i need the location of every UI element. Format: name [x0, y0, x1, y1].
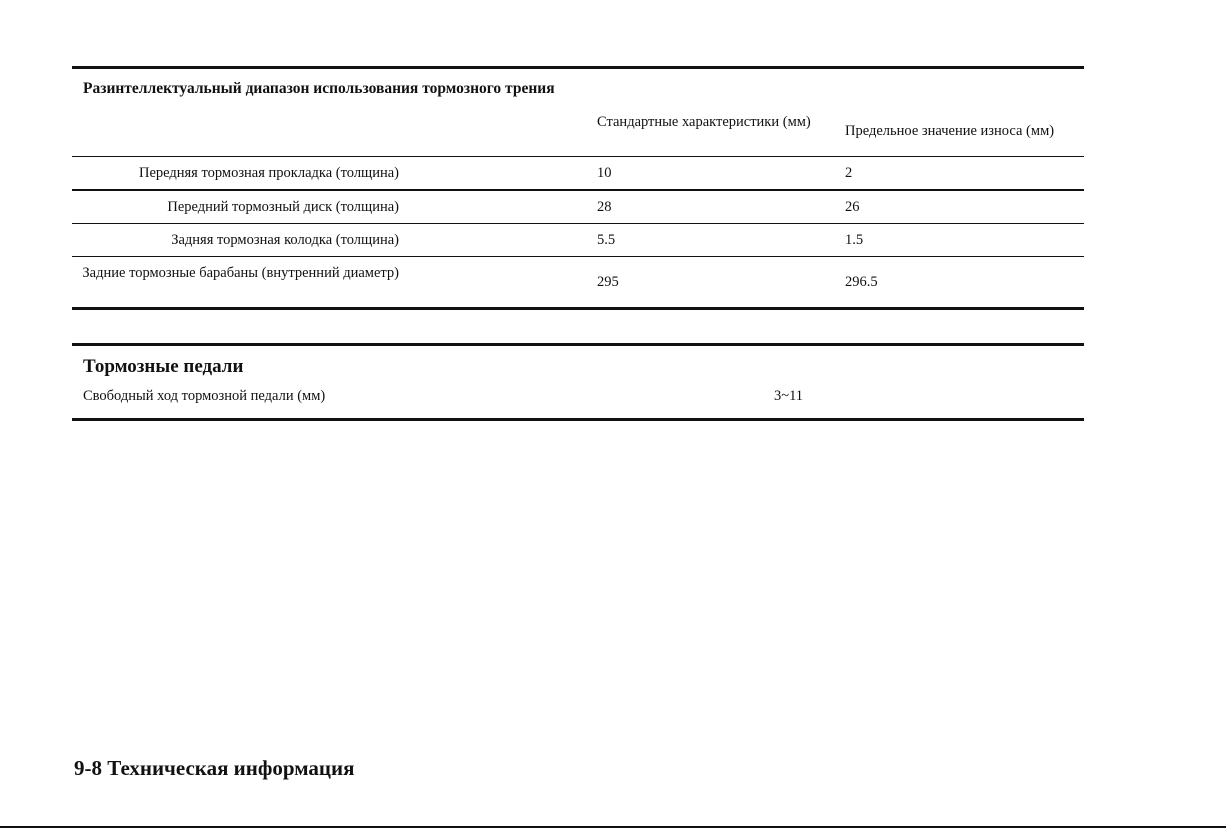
- table-row: [72, 157, 1084, 189]
- table-bottom-rule: [72, 418, 1084, 421]
- section-title: Тормозные педали: [83, 356, 244, 377]
- table-row: [72, 257, 1084, 307]
- limit-cell: 1.5: [845, 232, 864, 248]
- table-row: [72, 224, 1084, 256]
- standard-cell: 28: [597, 199, 612, 215]
- value-cell: 3~11: [774, 388, 804, 404]
- table-row: [72, 384, 1084, 418]
- limit-cell: 2: [845, 165, 853, 181]
- header-standard: Стандартные характеристики (мм): [597, 114, 811, 130]
- table-bottom-rule: [72, 307, 1084, 310]
- page-bottom-rule: [0, 826, 1226, 828]
- table-row: [72, 191, 1084, 223]
- limit-cell: 296.5: [845, 274, 878, 290]
- param-cell: Задние тормозные барабаны (внутренний диаметр): [82, 265, 399, 281]
- table-title: Разинтеллектуальный диапазон использования тормозного трения: [83, 80, 555, 97]
- param-cell: Передний тормозный диск (толщина): [167, 199, 399, 215]
- limit-cell: 26: [845, 199, 860, 215]
- table-header-row: [72, 109, 1084, 156]
- param-cell: Свободный ход тормозной педали (мм): [83, 388, 326, 404]
- param-cell: Передняя тормозная прокладка (толщина): [138, 165, 399, 181]
- header-limit: Предельное значение износа (мм): [845, 123, 1055, 139]
- standard-cell: 5.5: [597, 232, 616, 248]
- standard-cell: 10: [597, 165, 612, 181]
- brake-friction-table: [72, 66, 1084, 310]
- param-cell: Задняя тормозная колодка (толщина): [171, 232, 399, 248]
- standard-cell: 295: [597, 274, 619, 290]
- brake-pedals-table: [72, 343, 1084, 421]
- page-footer-title: 9-8 Техническая информация: [74, 756, 355, 780]
